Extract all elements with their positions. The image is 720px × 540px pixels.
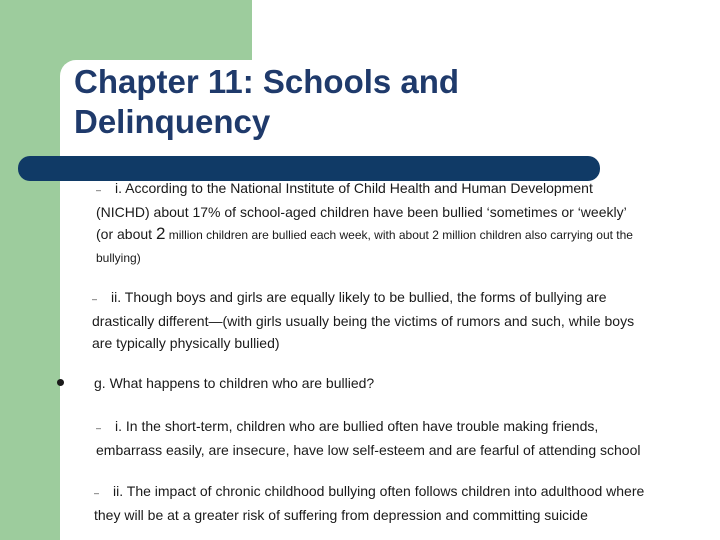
sub-bullet-text: ii. Though boys and girls are equally likely to be bullied, the forms of bullying are drastically different—(with girls usually being the victims of rumors and such, while boys are typically physically bullied): [92, 289, 635, 351]
dash-marker: –: [96, 423, 102, 433]
sub-bullet-ii-forms: [92, 286, 702, 354]
sub-bullet-text: i. In the short-term, children who are bullied often have trouble making friends, embarrass easily, are insecure, have low self-esteem and are fearful of attending school: [96, 418, 641, 458]
dash-marker: –: [96, 185, 102, 195]
sub-bullet-text-large: 2: [155, 224, 166, 243]
slide-title: Chapter 11: Schools and Delinquency: [74, 63, 460, 140]
dash-marker: –: [92, 294, 98, 304]
bullet-g-question: g. What happens to children who are bullied?: [94, 375, 375, 391]
dash-marker: –: [94, 488, 100, 498]
sub-bullet-text: ii. The impact of chronic childhood bullying often follows children into adulthood where they will be at a greater risk of suffering from depression and committing suicide: [94, 483, 645, 523]
sub-bullet-text-small: million children are bullied each week, with about 2 million children also carrying out the bullying): [96, 228, 633, 265]
bullet-dot: [57, 379, 64, 386]
sub-bullet-text: i. According to the National Institute of Child Health and Human Development (NICHD) about 17% of school-aged children have been bullied ‘sometimes or ‘weekly’ (or about: [96, 180, 627, 242]
sub-bullet-i-short-term: [96, 415, 706, 461]
sub-bullet-i-nichd: [96, 177, 696, 269]
sub-bullet-ii-long-term: [94, 480, 714, 526]
